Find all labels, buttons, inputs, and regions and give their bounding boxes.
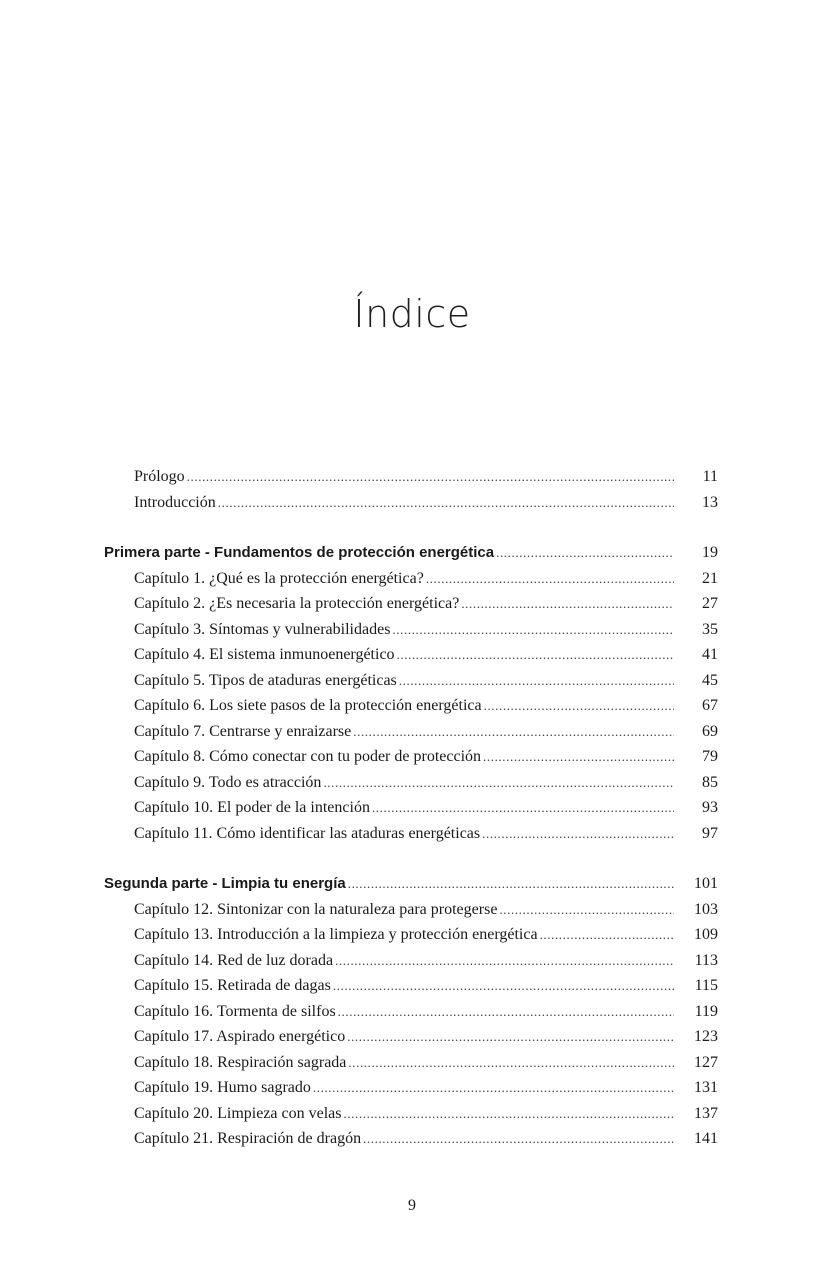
dot-leader [399,668,674,694]
toc-chapter-label: Capítulo 9. Todo es atracción [134,773,322,791]
toc-entry-introduccion [104,490,718,516]
dot-leader [496,540,674,566]
toc-chapter-page: 127 [694,1053,718,1071]
toc-chapter-page: 119 [694,1002,718,1020]
toc-chapter-label: Capítulo 20. Limpieza con velas [134,1104,342,1122]
toc-chapter-label: Capítulo 13. Introducción a la limpieza y protección energética [134,926,538,943]
dot-leader [353,719,674,745]
toc-entry-page: 11 [702,468,718,485]
toc-part-heading [104,871,718,897]
dot-leader [397,642,674,668]
toc-chapter-page: 109 [694,926,718,943]
toc-chapter-entry [104,744,718,770]
part-chapter-list [104,566,718,847]
toc-chapter-entry [104,821,718,847]
dot-leader [540,922,674,948]
toc-entry-prologo [104,464,718,490]
dot-leader [333,973,674,999]
dot-leader [313,1075,674,1101]
toc-chapter-entry [104,566,718,592]
dot-leader [344,1101,675,1127]
toc-part-page: 101 [694,875,718,892]
toc-chapter-label: Capítulo 17. Aspirado energético [134,1028,346,1045]
toc-chapter-label: Capítulo 1. ¿Qué es la protección energética? [134,569,424,587]
toc-chapter-entry [104,693,718,719]
toc-chapter-label: Capítulo 18. Respiración sagrada [134,1053,347,1071]
dot-leader [363,1126,674,1152]
dot-leader [335,948,674,974]
toc-chapter-entry [104,948,718,974]
part-chapter-list [104,897,718,1152]
toc-chapter-entry [104,719,718,745]
toc-chapter-page: 97 [702,824,718,842]
toc-chapter-page: 93 [702,799,718,816]
toc-chapter-entry [104,1024,718,1050]
toc-chapter-page: 45 [702,671,718,689]
toc-chapter-entry [104,973,718,999]
toc-chapter-label: Capítulo 21. Respiración de dragón [134,1130,362,1147]
toc-chapter-label: Capítulo 2. ¿Es necesaria la protección energética? [134,595,460,612]
toc-chapter-page: 123 [694,1028,718,1045]
toc-chapter-entry [104,770,718,796]
toc-chapter-page: 67 [702,697,718,714]
toc-chapter-label: Capítulo 3. Síntomas y vulnerabilidades [134,620,391,638]
toc-chapter-entry [104,1050,718,1076]
toc-chapter-page: 137 [694,1104,718,1122]
toc-chapter-label: Capítulo 16. Tormenta de silfos [134,1002,336,1020]
toc-chapter-page: 21 [702,569,718,587]
toc-chapter-label: Capítulo 14. Red de luz dorada [134,951,334,969]
toc-chapter-page: 131 [694,1079,718,1096]
toc-chapter-entry [104,999,718,1025]
dot-leader [372,795,674,821]
toc-part-page: 19 [702,544,718,561]
toc-chapter-label: Capítulo 19. Humo sagrado [134,1079,311,1096]
toc-chapter-entry [104,922,718,948]
toc-chapter-entry [104,617,718,643]
toc-chapter-page: 115 [694,977,718,994]
dot-leader [426,566,674,592]
toc-part-label: Primera parte - Fundamentos de protección energética [104,544,495,561]
toc-entry-label: Prólogo [134,468,185,485]
toc-chapter-label: Capítulo 11. Cómo identificar las ataduras energéticas [134,824,481,842]
toc-chapter-label: Capítulo 4. El sistema inmunoenergético [134,646,395,663]
dot-leader [483,744,674,770]
dot-leader [218,490,674,516]
toc-part-label: Segunda parte - Limpia tu energía [104,875,346,892]
toc-chapter-label: Capítulo 6. Los siete pasos de la protección energética [134,697,482,714]
dot-leader [338,999,674,1025]
toc-chapter-entry [104,1101,718,1127]
toc-chapter-page: 113 [694,951,718,969]
toc-chapter-label: Capítulo 8. Cómo conectar con tu poder de protección [134,748,482,765]
toc-chapter-label: Capítulo 5. Tipos de ataduras energéticas [134,671,397,689]
toc-chapter-entry [104,642,718,668]
section-gap [104,846,718,871]
toc-chapter-entry [104,591,718,617]
toc-chapter-entry [104,795,718,821]
dot-leader [347,1024,674,1050]
dot-leader [187,464,674,490]
toc-part-heading [104,540,718,566]
table-of-contents [104,464,718,1152]
toc-entry-page: 13 [702,493,718,511]
page-number: 9 [408,1197,416,1214]
toc-chapter-page: 69 [702,722,718,740]
dot-leader [499,897,674,923]
toc-chapter-page: 79 [702,748,718,765]
dot-leader [392,617,674,643]
toc-chapter-entry [104,1126,718,1152]
page-title: Índice [353,292,471,336]
toc-chapter-page: 41 [702,646,718,663]
dot-leader [348,871,674,897]
dot-leader [323,770,674,796]
dot-leader [482,821,674,847]
toc-chapter-page: 35 [702,620,718,638]
section-gap [104,515,718,540]
dot-leader [461,591,674,617]
toc-chapter-entry [104,1075,718,1101]
toc-chapter-page: 141 [694,1130,718,1147]
dot-leader [348,1050,674,1076]
toc-chapter-entry [104,897,718,923]
dot-leader [484,693,674,719]
toc-chapter-label: Capítulo 7. Centrarse y enraizarse [134,722,352,740]
toc-chapter-label: Capítulo 12. Sintonizar con la naturaleza para protegerse [134,900,498,918]
toc-chapter-page: 85 [702,773,718,791]
toc-chapter-page: 27 [702,595,718,612]
toc-entry-label: Introducción [134,493,216,511]
toc-chapter-label: Capítulo 10. El poder de la intención [134,799,370,816]
toc-chapter-label: Capítulo 15. Retirada de dagas [134,977,331,994]
toc-chapter-entry [104,668,718,694]
toc-chapter-page: 103 [694,900,718,918]
